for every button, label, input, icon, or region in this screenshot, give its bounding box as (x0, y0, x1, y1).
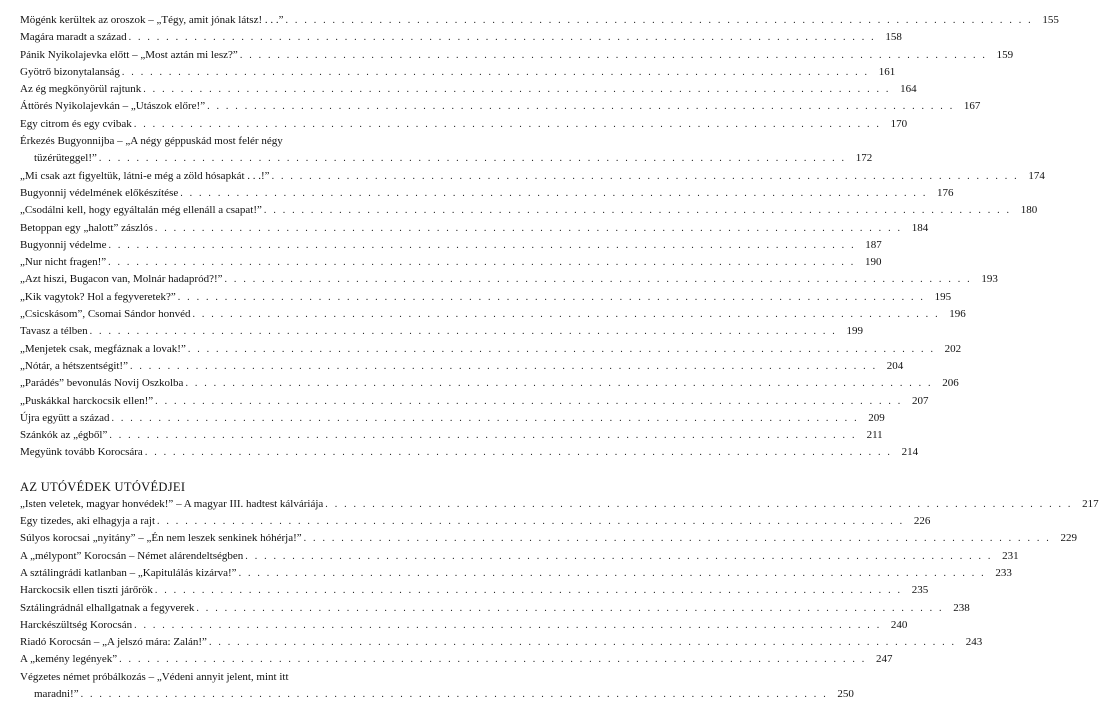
toc-entry (20, 64, 896, 81)
toc-entry-page: 199 (846, 325, 863, 338)
toc-entry-title: Az ég megkönyörül rajtunk (20, 83, 142, 96)
toc-entry (20, 358, 904, 375)
toc-entry-title: „Isten veletek, magyar honvédek!” – A magyar III. hadtest kálváriája (20, 497, 324, 510)
toc-entry (20, 444, 919, 461)
dot-leader (117, 651, 866, 668)
toc-entry (20, 98, 981, 115)
dot-leader (237, 565, 986, 582)
toc-entry (20, 393, 929, 410)
toc-entry-page: 155 (1042, 14, 1059, 26)
toc-entry (20, 513, 931, 530)
dot-leader (176, 289, 925, 306)
toc-entry-page: 240 (890, 618, 908, 631)
dot-leader (143, 444, 892, 461)
toc-entry-page: 184 (911, 221, 929, 234)
dot-leader (262, 202, 1011, 219)
toc-entry-title: Riadó Korocsán – „A jelszó mára: Zalán!” (20, 636, 207, 649)
toc-entry (20, 81, 917, 98)
dot-leader (127, 29, 876, 46)
dot-leader (153, 393, 902, 410)
toc-entry-title: Végzetes német próbálkozás – „Védeni annyit jelent, mint itt (20, 670, 289, 683)
toc-entry-page: 231 (1002, 549, 1019, 562)
dot-leader (107, 427, 856, 444)
dot-leader (155, 513, 904, 530)
toc-entry-page: 217 (1082, 497, 1099, 510)
dot-leader (88, 323, 837, 340)
toc-entry-page: 196 (949, 308, 966, 321)
toc-entry-title: Mögénk kerültek az oroszok – „Tégy, amit jónak látsz! . . .” (20, 14, 284, 26)
toc-entry-page: 180 (1020, 204, 1038, 217)
toc-entry (20, 133, 873, 168)
toc-entry-title-continued: maradni!” (34, 687, 79, 700)
toc-entry (20, 237, 882, 254)
toc-entry (20, 496, 1099, 513)
dot-leader (284, 12, 1033, 29)
toc-entry (20, 341, 962, 358)
toc-entry-title: Újra együtt a század (20, 411, 110, 424)
toc-entry-page: 172 (855, 152, 873, 165)
toc-entry (20, 634, 983, 651)
dot-leader (109, 410, 858, 427)
toc-entry-title-continued: tüzérüteggel!” (34, 152, 97, 165)
toc-entry-page: 158 (885, 31, 902, 44)
toc-entry-page: 247 (875, 653, 893, 666)
toc-entry-title: A „mélypont” Korocsán – Német alárendeltségben (20, 549, 244, 562)
dot-leader (106, 254, 855, 271)
toc-entry-page: 243 (965, 636, 983, 649)
toc-entry (20, 185, 954, 202)
dot-leader (141, 81, 890, 98)
toc-entry-title: Harckészültség Korocsán (20, 618, 133, 631)
toc-entry (20, 29, 902, 46)
toc-entry-title: Tavasz a télben (20, 325, 88, 338)
toc-entry-page: 193 (981, 273, 998, 286)
toc-entry (20, 375, 959, 392)
toc-entry-page: 167 (963, 100, 981, 113)
toc-entry-title: „Puskákkal harckocsik ellen!” (20, 394, 154, 407)
toc-entry (20, 323, 863, 340)
dot-leader (132, 116, 881, 133)
toc-entry-title: Súlyos korocsai „nyitány” – „Én nem leszek senkinek hóhérja!” (20, 532, 302, 545)
toc-entry-title: Áttörés Nyikolajevkán – „Utászok előre!” (20, 100, 206, 113)
toc-entry (20, 530, 1077, 547)
toc-entry-page: 174 (1028, 169, 1045, 182)
toc-entry-title: „Azt hiszi, Bugacon van, Molnár hadapród?!” (20, 273, 223, 286)
dot-leader (223, 271, 972, 288)
toc-entry-title: Sztálingrádnál elhallgatnak a fegyverek (20, 601, 195, 614)
dot-leader (302, 530, 1051, 547)
toc-entry-page: 238 (953, 601, 970, 614)
toc-entry (20, 427, 883, 444)
toc-entry (20, 168, 1045, 185)
toc-entry (20, 47, 1014, 64)
toc-entry-title: Bugyonnij védelme (20, 238, 107, 251)
dot-leader (128, 358, 877, 375)
toc-entry-title: Magára maradt a század (20, 31, 127, 44)
toc-entry-title: Érkezés Bugyonnijba – „A négy géppuskád most felér négy (20, 135, 283, 148)
dot-leader (323, 496, 1072, 513)
dot-leader (183, 375, 932, 392)
toc-entry-title: Betoppan egy „halott” zászlós (20, 221, 153, 234)
toc-entry-page: 226 (913, 515, 931, 528)
dot-leader (178, 185, 927, 202)
toc-entry (20, 582, 929, 599)
toc-entry-title: „Nótár, a hétszentségit!” (20, 359, 128, 372)
toc-entry-page: 164 (900, 83, 917, 96)
dot-leader (190, 306, 939, 323)
dot-leader (97, 150, 846, 167)
dot-leader (207, 634, 956, 651)
toc-entry-title: „Menjetek csak, megfáznak a lovak!” (20, 342, 186, 355)
toc-entry-page: 176 (937, 186, 954, 199)
toc-entry-page: 170 (890, 117, 908, 130)
toc-entry-title: Megyünk tovább Korocsára (20, 446, 143, 459)
toc-entry (20, 548, 1019, 565)
toc-entry (20, 289, 952, 306)
toc-entry-page: 161 (878, 65, 896, 78)
toc-entry (20, 617, 908, 634)
toc-entry-page: 207 (911, 394, 929, 407)
toc-entry (20, 271, 998, 288)
dot-leader (194, 600, 943, 617)
dot-leader (106, 237, 855, 254)
toc-entry (20, 12, 1059, 29)
toc-entry (20, 306, 966, 323)
toc-entry-title: A „kemény legények” (20, 653, 118, 666)
dot-leader (243, 548, 992, 565)
toc-entry-title: „Mi csak azt figyeltük, látni-e még a zöld hósapkát . . .!” (20, 169, 270, 182)
toc-entry (20, 600, 970, 617)
dot-leader (186, 341, 935, 358)
dot-leader (270, 168, 1019, 185)
table-of-contents (20, 12, 1099, 703)
toc-entry-page: 211 (866, 429, 883, 442)
toc-entry-title: „Kik vagytok? Hol a fegyveretek?” (20, 290, 176, 303)
toc-entry-page: 202 (944, 342, 962, 355)
dot-leader (120, 64, 869, 81)
dot-leader (205, 98, 954, 115)
toc-entry-page: 214 (901, 446, 919, 459)
toc-entry-title: Egy tizedes, aki elhagyja a rajt (20, 515, 155, 528)
toc-entry (20, 669, 854, 704)
toc-entry-page: 229 (1060, 532, 1077, 545)
toc-entry (20, 116, 908, 133)
dot-leader (132, 617, 881, 634)
toc-entry-title: Pánik Nyikolajevka előtt – „Most aztán mi lesz?” (20, 48, 238, 61)
toc-entry-page: 209 (868, 411, 885, 424)
toc-entry-page: 204 (886, 359, 904, 372)
toc-entry-page: 233 (995, 566, 1012, 579)
toc-entry (20, 565, 1012, 582)
toc-entry-title: Gyötrő bizonytalanság (20, 65, 120, 78)
toc-entry-title: Harckocsik ellen tiszti járőrök (20, 584, 153, 597)
dot-leader (238, 47, 987, 64)
dot-leader (153, 220, 902, 237)
toc-entry-title: „Csodálni kell, hogy egyáltalán még ellenáll a csapat!” (20, 204, 262, 217)
toc-entry-title: Bugyonnij védelmének előkészítése (20, 186, 179, 199)
toc-entry (20, 651, 893, 668)
toc-entry-title: A sztálingrádi katlanban – „Kapitulálás kizárva!” (20, 566, 237, 579)
dot-leader (79, 686, 828, 703)
toc-entry-page: 190 (864, 256, 882, 269)
toc-entry-page: 250 (837, 687, 854, 700)
toc-entry-page: 187 (865, 238, 882, 251)
toc-entry-page: 195 (934, 290, 952, 303)
toc-entry-page: 235 (911, 584, 929, 597)
toc-entry (20, 410, 885, 427)
section-heading: AZ UTÓVÉDEK UTÓVÉDJEI (20, 479, 186, 494)
toc-entry (20, 254, 882, 271)
toc-entry-page: 159 (996, 48, 1014, 61)
dot-leader (153, 582, 902, 599)
toc-entry-title: „Parádés” bevonulás Novij Oszkolba (20, 377, 184, 390)
toc-entry-title: Egy citrom és egy cvibak (20, 117, 132, 130)
toc-entry-title: „Nur nicht fragen!” (20, 256, 107, 269)
toc-entry-title: Szánkók az „égből” (20, 429, 108, 442)
toc-entry-page: 206 (942, 377, 959, 390)
toc-entry (20, 220, 929, 237)
toc-entry-title: „Csicskásom”, Csomai Sándor honvéd (20, 308, 191, 321)
toc-entry (20, 202, 1038, 219)
